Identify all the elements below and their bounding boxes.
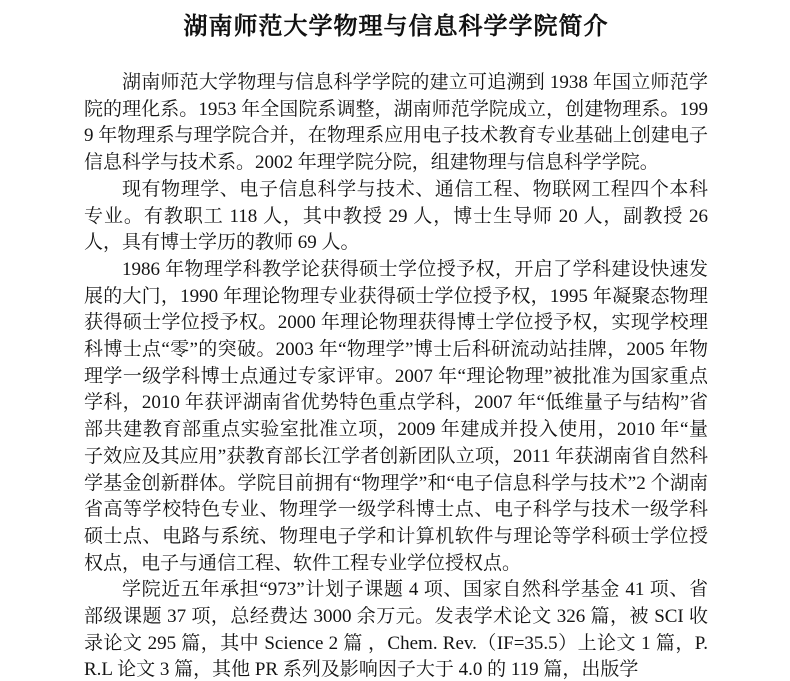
paragraph-history: 湖南师范大学物理与信息科学学院的建立可追溯到 1938 年国立师范学院的理化系。1953 年全国院系调整，湖南师范学院成立，创建物理系。1999 年物理系与理学院合并，在物理系应用电子技术教育专业基础上创建电子信息科学与技术系。2002 年理学院分院，组建物理与信息科学学院。	[84, 72, 708, 174]
paragraph-faculty: 现有物理学、电子信息科学与技术、通信工程、物联网工程四个本科专业。有教职工 118 人，其中教授 29 人，博士生导师 20 人，副教授 26 人，具有博士学历的教师 69 人。	[84, 178, 708, 254]
page-title: 湖南师范大学物理与信息科学学院简介	[183, 14, 609, 40]
paragraph-discipline-development: 1986 年物理学科教学论获得硕士学位授予权，开启了学科建设快速发展的大门，1990 年理论物理专业获得硕士学位授予权，1995 年凝聚态物理获得硕士学位授予权。2000 年理论物理获得博士学位授予权，实现学校理科博士点“零”的突破。2003 年“物理学”博士后科研流动站挂牌，2005 年物理学一级学科博士点通过专家评审。2007 年“理论物理”被批准为国家重点学科，2010 年获评湖南省优势特色重点学科，2007 年“低维量子与结构”省部共建教育部重点实验室批准立项，2009 年建成并投入使用，2010 年“量子效应及其应用”获教育部长江学者创新团队立项，2011 年获湖南省自然科学基金创新群体。学院目前拥有“物理学”和“电子信息科学与技术”2 个湖南省高等学校特色专业、物理学一级学科博士点、电子科学与技术一级学科硕士点、电路与系统、物理电子学和计算机软件与理论等学科硕士学位授权点，电子与通信工程、软件工程专业学位授权点。	[84, 258, 708, 574]
paragraph-research-achievements: 学院近五年承担“973”计划子课题 4 项、国家自然科学基金 41 项、省部级课题 37 项，总经费达 3000 余万元。发表学术论文 326 篇，被 SCI 收录论文 295 篇，其中 Science 2 篇 ，Chem. Rev.（IF=35.5）上论文 1 篇，P.R.L 论文 3 篇，其他 PR 系列及影响因子大于 4.0 的 119 篇，出版学	[84, 579, 708, 681]
document-body	[84, 70, 708, 681]
